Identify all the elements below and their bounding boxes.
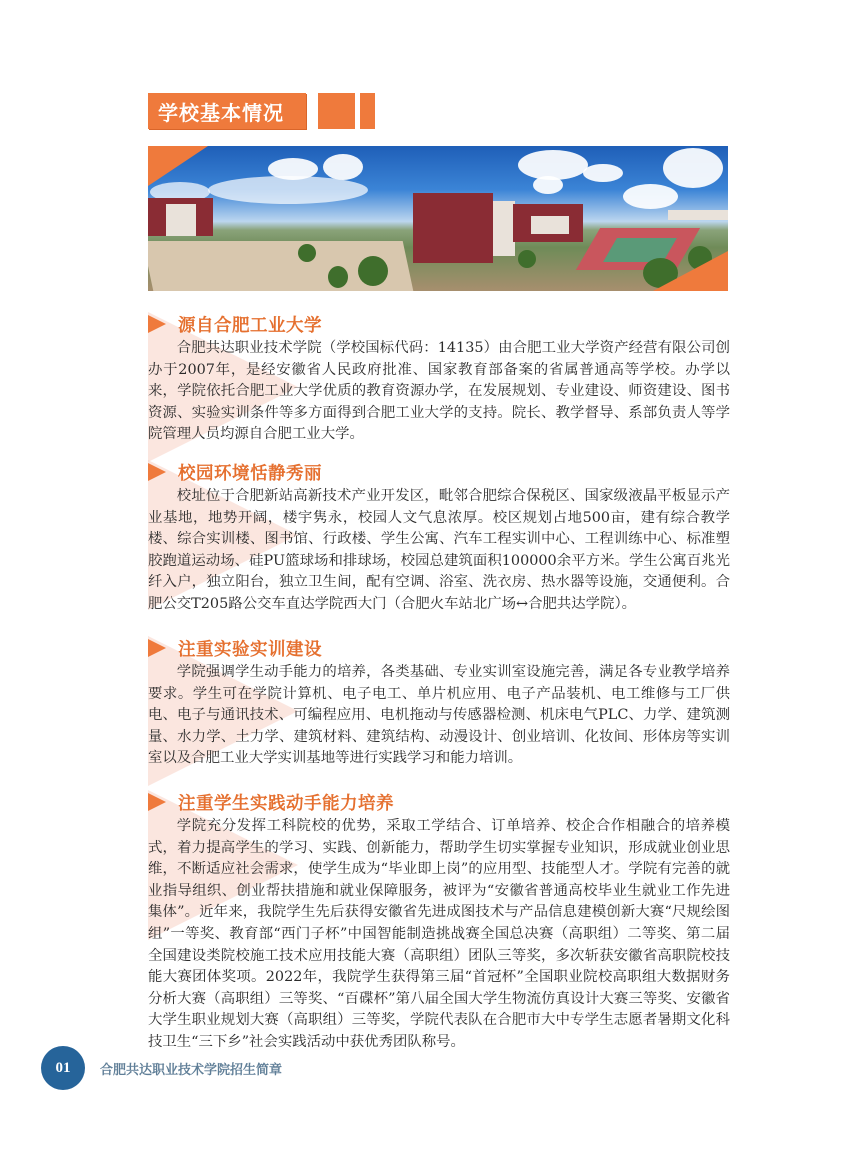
cloud (583, 164, 623, 182)
page-footer (41, 1046, 282, 1090)
cloud (208, 176, 368, 204)
section-body: 校址位于合肥新站高新技术产业开发区，毗邻合肥综合保税区、国家级液晶平板显示产业基地，地势开阔，楼宇隽永，校园人文气息浓厚。校区规划占地500亩，建有综合教学楼、综合实训楼、图书馆、行政楼、学生公寓、汽车工程实训中心、工程训练中心、标准塑胶跑道运动场、硅PU篮球场和排球场，校园总建筑面积100000余平方米。学生公寓百兆光纤入户，独立阳台，独立卫生间，配有空调、浴室、洗衣房、热水器等设施，交通便利。合肥公交T205路公交车直达学院西大门（合肥火车站北广场↔合肥共达学院）。 (148, 488, 730, 612)
cloud (663, 148, 723, 188)
section-body: 学院充分发挥工科院校的优势，采取工学结合、订单培养、校企合作相融合的培养模式，着力提高学生的学习、实践、创新能力，帮助学生切实掌握专业知识，形成就业创业思维，不断适应社会需求，使学生成为“毕业即上岗”的应用型、技能型人才。学院有完善的就业指导组织、创业帮扶措施和就业保障服务，被评为“安徽省普通高校毕业生就业工作先进集体”。近年来，我院学生先后获得安徽省先进成图技术与产品信息建模创新大赛“尺规绘图组”一等奖、教育部“西门子杯”中国智能制造挑战赛全国总决赛（高职组）二等奖、第二届全国建设类院校施工技术应用技能大赛（高职组）团队三等奖，多次斩获安徽省高职院校技能大赛团体奖项。2022年，我院学生获得第三届“首冠杯”全国职业院校高职组大数据财务分析大赛（高职组）三等奖、“百碟杯”第八届全国大学生物流仿真设计大赛三等奖、安徽省大学生职业规划大赛（高职组）三等奖，学院代表队在合肥市大中专学生志愿者暑期文化科技卫生“三下乡”社会实践活动中获优秀团队称号。 (148, 818, 730, 1050)
tree (518, 250, 536, 268)
tree (298, 244, 316, 262)
campus-banner-image (148, 146, 728, 291)
section-body: 学院强调学生动手能力的培养，各类基础、专业实训室设施完善，满足各专业教学培养要求。学生可在学院计算机、电子电工、单片机应用、电子产品装机、电工维修与工厂供电、电子与通讯技术、可编程应用、电机拖动与传感器检测、机床电气PLC、力学、建筑测量、水力学、土力学、建筑材料、建筑结构、动漫设计、创业培训、化妆间、形体房等实训室以及合肥工业大学实训基地等进行实践学习和能力培训。 (148, 664, 730, 767)
section-campus-environment (148, 460, 730, 616)
building (531, 216, 569, 234)
section-lab-training (148, 636, 730, 770)
publication-title: 合肥共达职业技术学院招生简章 (100, 1062, 283, 1078)
building (668, 210, 728, 220)
cloud (533, 176, 563, 194)
triangle-bullet-icon (148, 793, 166, 811)
tree (328, 266, 348, 288)
building (493, 201, 515, 256)
title-decor-square (318, 93, 355, 129)
triangle-bullet-icon (148, 463, 166, 481)
banner-corner-decor (653, 251, 728, 291)
title-decor-bar (360, 93, 375, 129)
section-origin (148, 312, 730, 446)
section-heading (148, 312, 730, 336)
section-heading (148, 636, 730, 660)
page-title-block (148, 93, 375, 129)
section-title: 注重学生实践动手能力培养 (178, 793, 394, 814)
page-number: 01 (41, 1046, 85, 1090)
section-title: 源自合肥工业大学 (178, 315, 322, 336)
section-heading (148, 460, 730, 484)
banner-corner-decor (148, 146, 208, 186)
triangle-bullet-icon (148, 639, 166, 657)
section-body: 合肥共达职业技术学院（学校国标代码：14135）由合肥工业大学资产经营有限公司创办于2007年，是经安徽省人民政府批准、国家教育部备案的省属普通高等学校。办学以来，学院依托合肥工业大学优质的教育资源办学，在发展规划、专业建设、师资建设、图书资源、实验实训条件等多方面得到合肥工业大学的支持。院长、教学督导、系部负责人等学院管理人员均源自合肥工业大学。 (148, 340, 730, 443)
building (413, 193, 493, 263)
section-practical-ability (148, 790, 730, 1054)
building (166, 204, 196, 236)
cloud (518, 150, 588, 180)
section-title: 校园环境恬静秀丽 (178, 463, 322, 484)
tree (358, 256, 388, 286)
page-title: 学校基本情况 (148, 93, 306, 129)
triangle-bullet-icon (148, 315, 166, 333)
section-title: 注重实验实训建设 (178, 639, 322, 660)
section-heading (148, 790, 730, 814)
cloud (623, 184, 678, 209)
cloud (323, 154, 363, 180)
